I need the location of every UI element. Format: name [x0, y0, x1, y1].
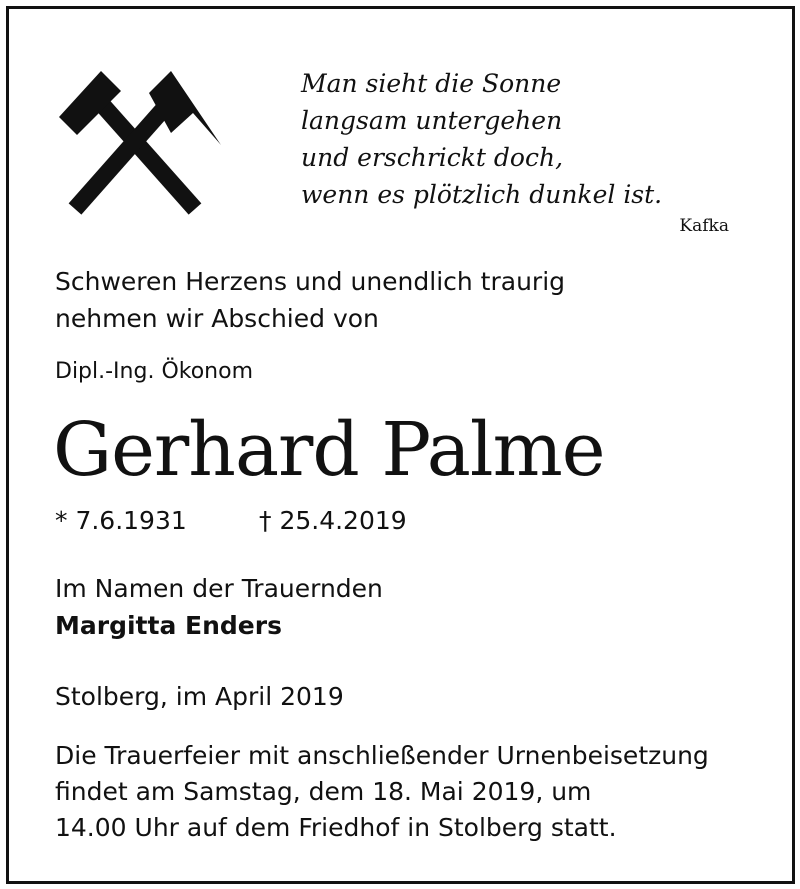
mourner-name: Margitta Enders: [55, 611, 282, 640]
ceremony-info: [55, 738, 709, 846]
intro-text: [55, 263, 565, 337]
mourners-intro: Im Namen der Trauernden: [55, 574, 383, 603]
quote-line: Man sieht die Sonne: [301, 69, 562, 98]
obituary-notice: [6, 6, 795, 884]
ceremony-line: Die Trauerfeier mit anschließender Urnenbeisetzung: [55, 741, 709, 770]
quote-author: Kafka: [679, 216, 729, 236]
place-date: Stolberg, im April 2019: [55, 682, 344, 711]
quote-line: und erschrickt doch,: [301, 143, 564, 172]
mourners: [55, 570, 383, 644]
ceremony-line: findet am Samstag, dem 18. Mai 2019, um: [55, 777, 592, 806]
death-date: † 25.4.2019: [259, 506, 407, 535]
quote: [301, 65, 741, 213]
quote-line: langsam untergehen: [301, 106, 563, 135]
ceremony-line: 14.00 Uhr auf dem Friedhof in Stolberg statt.: [55, 813, 617, 842]
crossed-hammers-icon: [55, 67, 223, 223]
birth-date: * 7.6.1931: [55, 506, 187, 535]
quote-line: wenn es plötzlich dunkel ist.: [301, 180, 663, 209]
intro-line: nehmen wir Abschied von: [55, 304, 379, 333]
deceased-name: Gerhard Palme: [53, 407, 605, 493]
intro-line: Schweren Herzens und unendlich traurig: [55, 267, 566, 296]
deceased-title: Dipl.-Ing. Ökonom: [55, 359, 254, 384]
